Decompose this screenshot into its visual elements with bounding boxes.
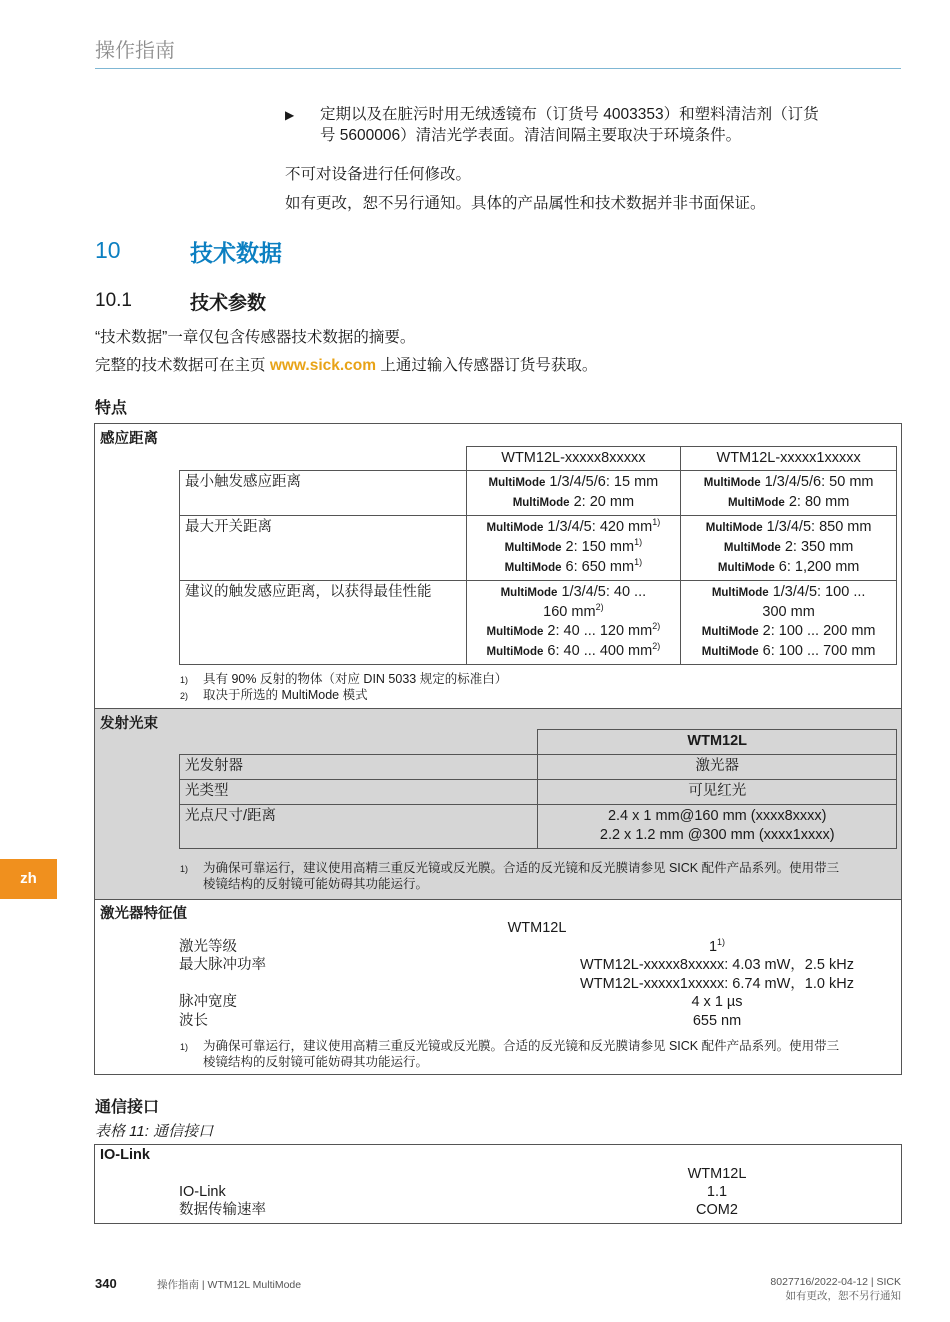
cell: 激光器	[538, 755, 897, 780]
table-caption: 表格 11: 通信接口	[95, 1123, 214, 1140]
row-label: 建议的触发感应距离，以获得最佳性能	[180, 581, 467, 665]
chapter-title: 技术数据	[190, 240, 282, 266]
language-tab[interactable]: zh	[0, 859, 57, 899]
header-rule	[95, 68, 901, 69]
cell: MultiMode 1/3/4/5/6: 15 mm MultiMode 2: 20 mm	[466, 471, 681, 516]
cell: MultiMode 1/3/4/5: 420 $mm^{1)}$ MultiMode 2: 150 $mm^{1)}$ MultiMode 6: 650 $mm^{1)}$	[466, 516, 681, 581]
footer-right: 8027716/2022-04-12 | SICK 如有更改，恕不另行通知	[770, 1276, 901, 1302]
footnote: 1) 为确保可靠运行，建议使用高精三重反光镜或反光膜。合适的反光镜和反光膜请参见 SICK 配件产品系列。使用带三 棱镜结构的反射镜可能妨碍其功能运行。	[180, 1039, 840, 1069]
row-label: 光发射器	[180, 755, 538, 780]
laser-label: 激光器特征值	[100, 906, 187, 922]
cell: MultiMode 1/3/4/5: 100 ... 300 mm MultiMode 2: 100 ... 200 mm MultiMode 6: 100 ... 700 mm	[681, 581, 897, 665]
col-header: WTM12L-xxxxx1xxxxx	[681, 447, 897, 471]
emitter-table	[179, 729, 897, 849]
col-header: WTM12L	[538, 730, 897, 755]
cell: MultiMode 1/3/4/5: 40 ... 160 $mm^{2)}$ MultiMode 2: 40 ... 120 $mm^{2)}$ MultiMode 6: 40 ... 400 $mm^{2)}$	[466, 581, 681, 665]
footnote: 2) 取决于所选的 MultiMode 模式	[180, 688, 368, 702]
features-heading: 特点	[95, 400, 128, 417]
row-label: 光点尺寸/距离	[180, 805, 538, 849]
laser-table: WTM12L 激光等级 1$^{1)}$ 最大脉冲功率 WTM12L-xxxxx8xxxxx: 4.03 mW，2.5 kHz WTM12L-xxxxx1xxxxx: 6.74 mW，1.0 kHz 脉冲宽度 4 x 1 µs 波长 655 nm	[179, 920, 854, 1029]
paragraph: 如有更改，恕不另行通知。具体的产品属性和技术数据并非书面保证。	[285, 195, 766, 212]
sensing-label: 感应距离	[100, 431, 158, 447]
sick-link[interactable]: www.sick.com	[269, 357, 377, 374]
page-number: 340	[95, 1276, 117, 1291]
cell: 2.4 x 1 mm@160 mm (xxxx8xxxx) 2.2 x 1.2 mm @300 mm (xxxx1xxxx)	[538, 805, 897, 849]
cell: MultiMode 1/3/4/5: 850 mm MultiMode 2: 350 mm MultiMode 6: 1,200 mm	[681, 516, 897, 581]
comm-heading: 通信接口	[95, 1099, 160, 1116]
bullet-text: 定期以及在脏污时用无绒透镜布（订货号 4003353）和塑料清洁剂（订货 号 5600006）清洁光学表面。清洁间隔主要取决于环境条件。	[320, 106, 819, 144]
iolink-label: IO-Link	[100, 1147, 150, 1163]
paragraph: 不可对设备进行任何修改。	[285, 166, 472, 183]
col-header: WTM12L-xxxxx8xxxxx	[466, 447, 681, 471]
section-paragraph: “技术数据”一章仅包含传感器技术数据的摘要。	[95, 329, 416, 346]
header-title: 操作指南	[95, 40, 175, 62]
emitter-label: 发射光束	[100, 716, 158, 732]
row-label: 最小触发感应距离	[180, 471, 467, 516]
section-number: 10.1	[95, 290, 132, 311]
chapter-number: 10	[95, 237, 121, 263]
bullet-arrow-icon: ▶	[285, 108, 295, 122]
footnote: 1) 为确保可靠运行，建议使用高精三重反光镜或反光膜。合适的反光镜和反光膜请参见 SICK 配件产品系列。使用带三 棱镜结构的反射镜可能妨碍其功能运行。	[180, 861, 840, 891]
sensing-table	[179, 446, 897, 665]
footer-left: 操作指南 | WTM12L MultiMode	[157, 1279, 302, 1291]
cell: 可见红光	[538, 780, 897, 805]
cell: MultiMode 1/3/4/5/6: 50 mm MultiMode 2: 80 mm	[681, 471, 897, 516]
comm-table: WTM12L IO-Link 1.1 数据传输速率 COM2	[179, 1166, 747, 1218]
row-label: 最大开关距离	[180, 516, 467, 581]
footnote: 1) 具有 90% 反射的物体（对应 DIN 5033 规定的标准白）	[180, 672, 508, 686]
row-label: 光类型	[180, 780, 538, 805]
section-paragraph: 完整的技术数据可在主页 www.sick.com 上通过输入传感器订货号获取。	[95, 357, 598, 374]
section-title: 技术参数	[190, 293, 267, 314]
